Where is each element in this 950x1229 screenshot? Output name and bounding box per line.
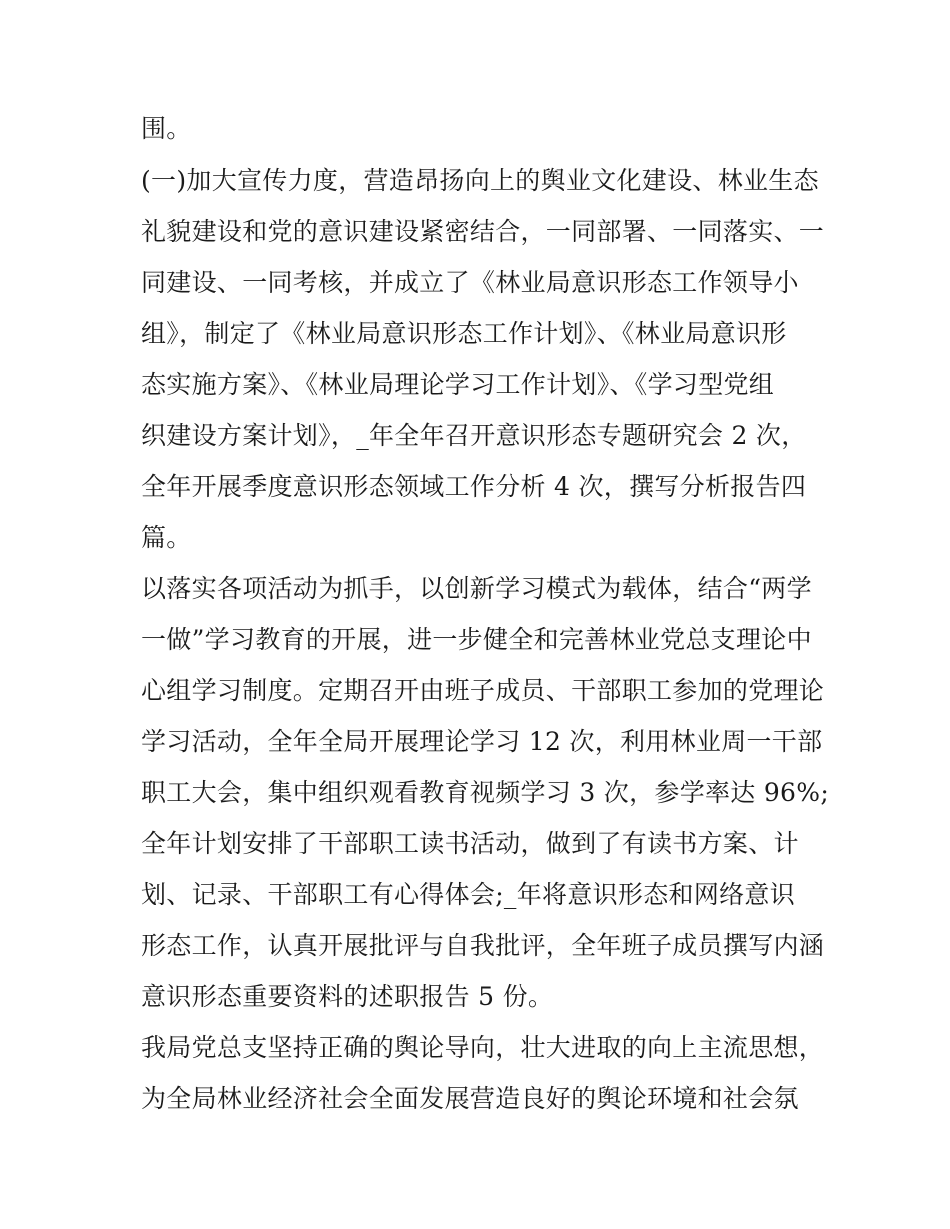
text-line: 心组学习制度。定期召开由班子成员、干部职工参加的党理论 <box>141 676 825 705</box>
text-line: 同建设、一同考核，并成立了《林业局意识形态工作领导小 <box>141 268 799 297</box>
text-line: 全年计划安排了干部职工读书活动，做到了有读书方案、计 <box>141 829 799 858</box>
text-line: (一)加大宣传力度，营造昂扬向上的舆业文化建设、林业生态 <box>141 166 819 195</box>
text-line: 织建设方案计划》，_年全年召开意识形态专题研究会 2 次， <box>141 421 807 450</box>
text-line: 篇。 <box>141 523 192 552</box>
text-line: 全年开展季度意识形态领域工作分析 4 次，撰写分析报告四 <box>141 472 807 501</box>
text-line: 以落实各项活动为抓手，以创新学习模式为载体，结合“两学 <box>141 574 812 603</box>
text-line: 形态工作，认真开展批评与自我批评，全年班子成员撰写内涵 <box>141 931 825 960</box>
text-line: 学习活动，全年全局开展理论学习 12 次，利用林业周一干部 <box>141 727 823 756</box>
text-line: 我局党总支坚持正确的舆论导向，壮大进取的向上主流思想， <box>141 1033 825 1062</box>
text-line: 划、记录、干部职工有心得体会;_年将意识形态和网络意识 <box>141 880 796 909</box>
text-line: 一做”学习教育的开展，进一步健全和完善林业党总支理论中 <box>141 625 812 654</box>
text-line: 围。 <box>141 114 192 143</box>
text-line: 意识形态重要资料的述职报告 5 份。 <box>141 982 554 1011</box>
text-line: 态实施方案》、《林业局理论学习工作计划》、《学习型党组 <box>141 370 775 399</box>
text-line: 为全局林业经济社会全面发展营造良好的舆论环境和社会氛 <box>141 1084 799 1113</box>
text-line: 礼貌建设和党的意识建设紧密结合，一同部署、一同落实、一 <box>141 217 825 246</box>
text-line: 职工大会，集中组织观看教育视频学习 3 次，参学率达 96%; <box>141 778 830 807</box>
text-line: 组》，制定了《林业局意识形态工作计划》、《林业局意识形 <box>141 319 787 348</box>
